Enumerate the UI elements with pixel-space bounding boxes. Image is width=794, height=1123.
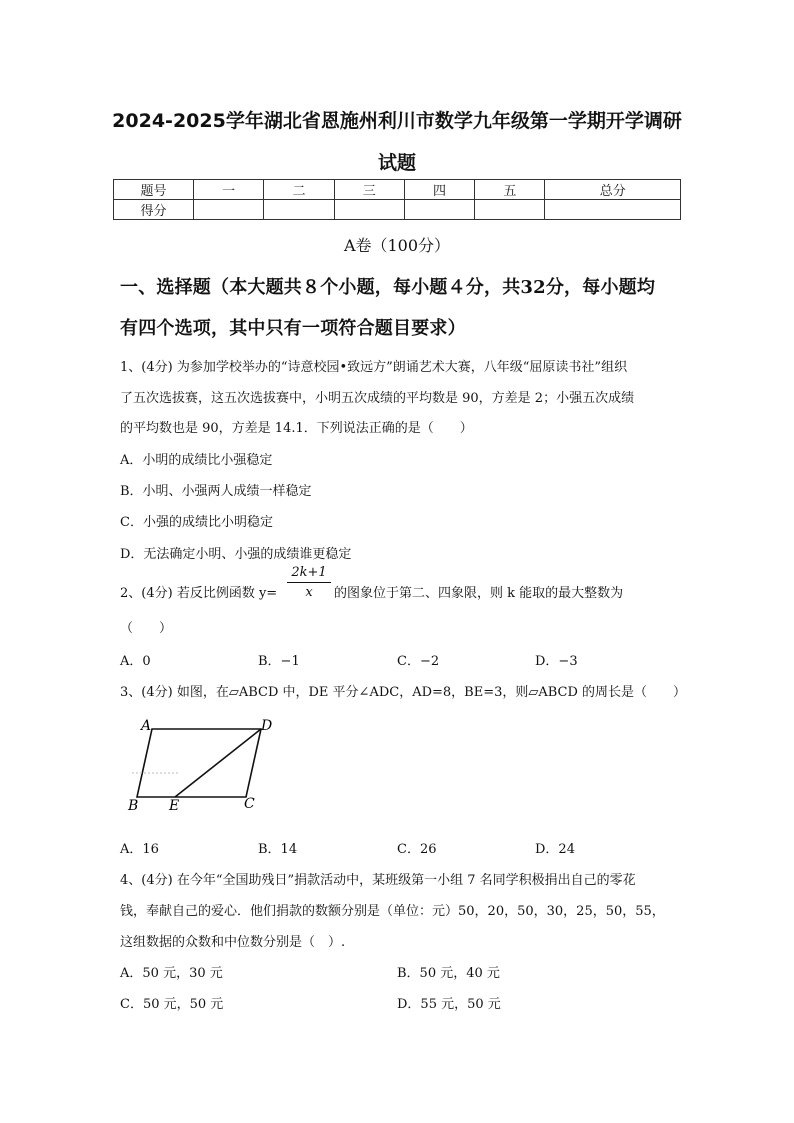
score-cell (475, 200, 545, 220)
q3-option-c: C．26 (397, 842, 437, 857)
score-header-cell: 五 (475, 180, 545, 200)
q3-text: 3、(4分) 如图，在▱ABCD 中，DE 平分∠ADC，AD=8，BE=3，则▱ABCD 的周长是（ ） (120, 685, 687, 700)
q2-option-b: B．−1 (258, 654, 300, 669)
q4-option-a: A．50 元，30 元 (120, 966, 223, 981)
q2-option-c: C．−2 (397, 654, 440, 669)
q4-text-line2: 钱，奉献自己的爱心．他们捐款的数额分别是（单位：元）50，20，50，30，25，50，55， (120, 904, 665, 919)
score-header-cell: 二 (264, 180, 334, 200)
q4-option-c: C．50 元，50 元 (120, 997, 224, 1012)
parallelogram-abcd (137, 729, 261, 797)
score-header-cell: 总分 (545, 180, 681, 200)
parallelogram-figure (120, 712, 280, 816)
score-header-cell: 三 (334, 180, 404, 200)
q3-option-a: A．16 (120, 842, 159, 857)
q2-option-a: A．0 (120, 654, 151, 669)
section-heading-line2: 有四个选项，其中只有一项符合题目要求） (120, 318, 466, 339)
q2-text-prefix: 2、(4分) 若反比例函数 y= (120, 586, 278, 601)
score-cell (545, 200, 681, 220)
q2-option-d: D．−3 (535, 654, 578, 669)
score-header-cell: 一 (194, 180, 264, 200)
point-label-b: B (128, 798, 139, 814)
exam-title-line2: 试题 (377, 152, 416, 174)
q1-option-a: A．小明的成绩比小强稳定 (120, 453, 273, 468)
q2-fraction-numerator: 2k+1 (287, 565, 331, 583)
score-header-cell: 题号 (114, 180, 194, 200)
q2-fraction-denominator: x (305, 585, 313, 600)
volume-heading: A卷（100分） (343, 236, 451, 255)
point-label-a: A (141, 718, 152, 734)
q4-text-line1: 4、(4分) 在今年“全国助残日”捐款活动中，某班级第一小组 7 名同学积极捐出自己的零花 (120, 873, 636, 888)
q4-option-d: D．55 元，50 元 (397, 997, 501, 1012)
q3-option-d: D．24 (535, 842, 575, 857)
score-table (113, 179, 681, 220)
q2-text-suffix: 的图象位于第二、四象限，则 k 能取的最大整数为 (334, 586, 624, 601)
score-header-cell: 四 (404, 180, 474, 200)
q4-text-line3: 这组数据的众数和中位数分别是（ ）. (120, 935, 346, 950)
point-label-c: C (244, 796, 255, 812)
q1-option-d: D．无法确定小明、小强的成绩谁更稳定 (120, 547, 352, 562)
section-heading-line1: 一、选择题（本大题共８个小题，每小题４分，共32分，每小题均 (120, 277, 656, 298)
score-cell (194, 200, 264, 220)
score-table-score-row (114, 200, 681, 220)
q1-text-line1: 1、(4分) 为参加学校举办的“诗意校园•致远方”朗诵艺术大赛，八年级“屈原读书社”组织 (120, 360, 628, 375)
score-row-label: 得分 (114, 200, 194, 220)
q3-option-b: B．14 (258, 842, 298, 857)
score-cell (334, 200, 404, 220)
q2-paren: （ ） (120, 621, 173, 636)
score-table-header-row (114, 180, 681, 200)
q1-option-c: C．小强的成绩比小明稳定 (120, 515, 273, 530)
q1-text-line2: 了五次选拔赛，这五次选拔赛中，小明五次成绩的平均数是 90，方差是 2；小强五次成绩 (120, 391, 635, 406)
point-label-d: D (261, 718, 273, 734)
q2-fraction (287, 565, 331, 600)
point-label-e: E (169, 798, 180, 814)
score-cell (264, 200, 334, 220)
q4-option-b: B．50 元，40 元 (397, 966, 500, 981)
exam-title-line1: 2024-2025学年湖北省恩施州利川市数学九年级第一学期开学调研 (112, 110, 682, 132)
q1-option-b: B．小明、小强两人成绩一样稳定 (120, 484, 312, 499)
q1-text-line3: 的平均数也是 90，方差是 14.1．下列说法正确的是（ ） (120, 421, 473, 436)
score-cell (404, 200, 474, 220)
